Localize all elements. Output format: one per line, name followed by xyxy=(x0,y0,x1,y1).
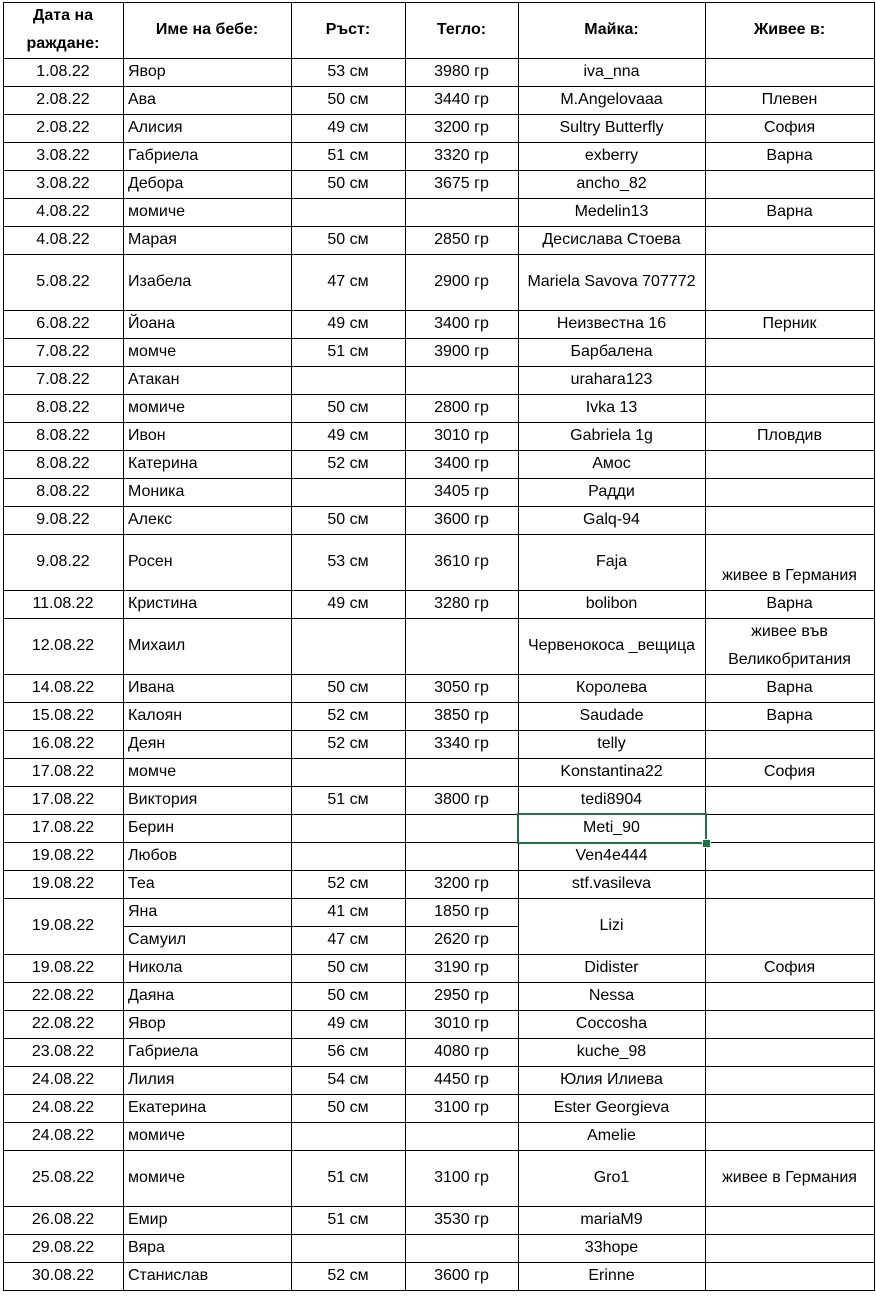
cell-height[interactable] xyxy=(291,758,405,786)
cell-weight[interactable]: 1850 гр xyxy=(434,903,489,920)
cell-birth-date[interactable]: 24.08.22 xyxy=(31,1071,95,1088)
cell-city[interactable] xyxy=(705,254,874,310)
cell-height[interactable]: 50 см xyxy=(327,399,369,416)
cell-birth-date[interactable]: 30.08.22 xyxy=(31,1267,95,1284)
cell-baby-name[interactable]: момче xyxy=(128,343,177,360)
cell-baby-name[interactable]: Самуил xyxy=(128,931,187,948)
cell-mother[interactable]: Червенокоса _вещица xyxy=(527,637,696,654)
cell-height[interactable]: 52 см xyxy=(327,707,369,724)
cell-mother[interactable]: Gro1 xyxy=(593,1169,630,1186)
cell-weight[interactable]: 3100 гр xyxy=(434,1169,489,1186)
grid-line xyxy=(874,2,875,1291)
cell-mother[interactable]: Faja xyxy=(595,553,628,570)
cell-height[interactable]: 52 см xyxy=(327,875,369,892)
cell-mother[interactable]: stf.vasileva xyxy=(571,875,652,892)
cell-baby-name[interactable]: Емир xyxy=(128,1211,168,1228)
cell-mother[interactable]: exberry xyxy=(584,147,639,164)
cell-weight[interactable]: 2800 гр xyxy=(434,399,489,416)
cell-height[interactable]: 47 см xyxy=(327,931,369,948)
cell-birth-date[interactable]: 22.08.22 xyxy=(31,1015,95,1032)
cell-city[interactable] xyxy=(705,814,874,842)
cell-city[interactable]: живее в Германия xyxy=(722,1169,857,1186)
cell-birth-date[interactable]: 4.08.22 xyxy=(36,203,90,220)
cell-city[interactable] xyxy=(705,170,874,198)
cell-birth-date[interactable]: 2.08.22 xyxy=(36,91,90,108)
cell-birth-date[interactable]: 24.08.22 xyxy=(31,1099,95,1116)
cell-city[interactable] xyxy=(705,478,874,506)
cell-city[interactable] xyxy=(705,730,874,758)
cell-city[interactable] xyxy=(705,870,874,898)
cell-weight[interactable]: 3400 гр xyxy=(434,455,489,472)
cell-baby-name[interactable]: Ивон xyxy=(128,427,166,444)
cell-birth-date[interactable]: 19.08.22 xyxy=(31,959,95,976)
cell-height[interactable]: 52 см xyxy=(327,455,369,472)
cell-height[interactable]: 50 см xyxy=(327,679,369,696)
cell-mother[interactable]: bolibon xyxy=(585,595,638,612)
cell-baby-name[interactable]: Явор xyxy=(128,1015,166,1032)
cell-baby-name[interactable]: Даяна xyxy=(128,987,175,1004)
cell-mother[interactable]: Ester Georgieva xyxy=(553,1099,670,1116)
cell-height[interactable]: 51 см xyxy=(327,343,369,360)
cell-birth-date[interactable]: 8.08.22 xyxy=(36,483,90,500)
cell-weight[interactable]: 2900 гр xyxy=(434,273,489,290)
cell-baby-name[interactable]: момиче xyxy=(128,203,186,220)
cell-baby-name[interactable]: момче xyxy=(128,763,177,780)
grid-line xyxy=(123,2,124,1291)
cell-height[interactable]: 54 см xyxy=(327,1071,369,1088)
cell-birth-date[interactable]: 15.08.22 xyxy=(31,707,95,724)
cell-height[interactable]: 51 см xyxy=(327,147,369,164)
cell-city[interactable] xyxy=(705,1122,874,1150)
cell-mother[interactable]: Амос xyxy=(592,455,631,472)
cell-birth-date[interactable]: 6.08.22 xyxy=(36,315,90,332)
cell-height[interactable]: 47 см xyxy=(327,273,369,290)
cell-mother[interactable]: Неизвестна 16 xyxy=(556,315,667,332)
cell-mother[interactable]: Юлия Илиева xyxy=(560,1071,663,1088)
fill-handle[interactable] xyxy=(702,839,711,848)
cell-height[interactable] xyxy=(291,478,405,506)
cell-birth-date[interactable]: 3.08.22 xyxy=(36,147,90,164)
cell-weight[interactable]: 4450 гр xyxy=(434,1071,489,1088)
cell-birth-date[interactable]: 17.08.22 xyxy=(31,791,95,808)
cell-birth-date[interactable]: 16.08.22 xyxy=(31,735,95,752)
cell-city[interactable] xyxy=(705,226,874,254)
cell-baby-name[interactable]: Габриела xyxy=(128,1043,199,1060)
cell-baby-name[interactable]: момиче xyxy=(128,1169,186,1186)
cell-mother[interactable]: Erinne xyxy=(588,1267,635,1284)
cell-birth-date[interactable]: 19.08.22 xyxy=(31,875,95,892)
cell-weight[interactable]: 3200 гр xyxy=(434,875,489,892)
cell-baby-name[interactable]: Алисия xyxy=(128,119,183,136)
cell-height[interactable]: 50 см xyxy=(327,175,369,192)
cell-birth-date[interactable]: 22.08.22 xyxy=(31,987,95,1004)
cell-weight[interactable]: 3100 гр xyxy=(434,1099,489,1116)
cell-weight[interactable]: 3440 гр xyxy=(434,91,489,108)
cell-baby-name[interactable]: Кристина xyxy=(128,595,198,612)
cell-city[interactable] xyxy=(705,58,874,86)
cell-height[interactable]: 49 см xyxy=(327,595,369,612)
cell-height[interactable]: 50 см xyxy=(327,231,369,248)
cell-weight[interactable]: 3400 гр xyxy=(434,315,489,332)
cell-weight[interactable]: 3340 гр xyxy=(434,735,489,752)
cell-height[interactable]: 41 см xyxy=(327,903,369,920)
cell-height[interactable]: 49 см xyxy=(327,119,369,136)
cell-city[interactable] xyxy=(705,842,874,870)
cell-weight[interactable]: 2950 гр xyxy=(434,987,489,1004)
cell-mother[interactable]: Medelin13 xyxy=(574,203,649,220)
cell-birth-date[interactable]: 4.08.22 xyxy=(36,231,90,248)
cell-weight[interactable] xyxy=(405,198,518,226)
cell-height[interactable]: 50 см xyxy=(327,91,369,108)
cell-weight[interactable] xyxy=(405,758,518,786)
cell-mother[interactable]: Amelie xyxy=(587,1127,636,1144)
cell-height[interactable] xyxy=(291,1234,405,1262)
cell-birth-date[interactable]: 24.08.22 xyxy=(31,1127,95,1144)
cell-city[interactable] xyxy=(705,982,874,1010)
cell-baby-name[interactable]: Изабела xyxy=(128,273,192,290)
cell-city[interactable]: Варна xyxy=(766,147,813,164)
cell-mother[interactable]: ancho_82 xyxy=(576,175,647,192)
cell-weight[interactable]: 2850 гр xyxy=(434,231,489,248)
cell-height[interactable] xyxy=(291,198,405,226)
cell-city[interactable]: Варна xyxy=(766,679,813,696)
cell-city[interactable] xyxy=(705,366,874,394)
header-weight[interactable]: Тегло: xyxy=(436,21,487,38)
cell-city[interactable]: София xyxy=(763,763,816,780)
cell-mother[interactable]: Ivka 13 xyxy=(585,399,638,416)
cell-city[interactable] xyxy=(705,1234,874,1262)
cell-birth-date[interactable]: 9.08.22 xyxy=(36,511,90,528)
cell-mother[interactable]: M.Angelovaaa xyxy=(560,91,663,108)
cell-weight[interactable]: 3600 гр xyxy=(434,1267,489,1284)
cell-baby-name[interactable]: Дебора xyxy=(128,175,184,192)
cell-baby-name[interactable]: Никола xyxy=(128,959,183,976)
cell-mother[interactable]: 33hope xyxy=(584,1239,639,1256)
cell-baby-name[interactable]: Лилия xyxy=(128,1071,175,1088)
cell-mother[interactable]: Gabriela 1g xyxy=(570,427,653,444)
cell-baby-name[interactable]: Виктория xyxy=(128,791,198,808)
cell-height[interactable]: 52 см xyxy=(327,735,369,752)
cell-city[interactable]: живее във Великобритания xyxy=(728,623,851,668)
cell-mother[interactable]: Galq-94 xyxy=(583,511,640,528)
cell-baby-name[interactable]: Явор xyxy=(128,63,166,80)
cell-weight[interactable]: 2620 гр xyxy=(434,931,489,948)
cell-birth-date[interactable]: 7.08.22 xyxy=(36,371,90,388)
cell-baby-name[interactable]: Катерина xyxy=(128,455,198,472)
cell-birth-date[interactable]: 19.08.22 xyxy=(31,917,95,934)
cell-city[interactable] xyxy=(705,898,874,954)
cell-height[interactable]: 50 см xyxy=(327,1099,369,1116)
cell-weight[interactable] xyxy=(405,814,518,842)
cell-birth-date[interactable]: 2.08.22 xyxy=(36,119,90,136)
cell-city[interactable]: Перник xyxy=(762,315,817,332)
cell-baby-name[interactable]: Марая xyxy=(128,231,177,248)
cell-weight[interactable]: 3200 гр xyxy=(434,119,489,136)
cell-weight[interactable] xyxy=(405,618,518,674)
cell-birth-date[interactable]: 5.08.22 xyxy=(36,273,90,290)
cell-weight[interactable]: 3320 гр xyxy=(434,147,489,164)
cell-mother[interactable]: Didister xyxy=(584,959,639,976)
cell-weight[interactable]: 3980 гр xyxy=(434,63,489,80)
cell-weight[interactable]: 3190 гр xyxy=(434,959,489,976)
cell-height[interactable]: 50 см xyxy=(327,511,369,528)
cell-city[interactable] xyxy=(705,1262,874,1290)
cell-birth-date[interactable]: 25.08.22 xyxy=(31,1169,95,1186)
cell-weight[interactable]: 3675 гр xyxy=(434,175,489,192)
cell-birth-date[interactable]: 3.08.22 xyxy=(36,175,90,192)
cell-mother[interactable]: Saudade xyxy=(579,707,644,724)
cell-birth-date[interactable]: 8.08.22 xyxy=(36,427,90,444)
cell-weight[interactable]: 3610 гр xyxy=(434,553,489,570)
cell-mother[interactable]: Konstantina22 xyxy=(560,763,663,780)
cell-weight[interactable]: 3900 гр xyxy=(434,343,489,360)
cell-birth-date[interactable]: 14.08.22 xyxy=(31,679,95,696)
cell-mother[interactable]: urahara123 xyxy=(570,371,653,388)
header-height[interactable]: Ръст: xyxy=(325,21,371,38)
cell-weight[interactable] xyxy=(405,1234,518,1262)
cell-baby-name[interactable]: Любов xyxy=(128,847,178,864)
cell-city[interactable] xyxy=(705,1206,874,1234)
grid-line xyxy=(291,2,292,1291)
grid-line xyxy=(518,2,519,1291)
cell-baby-name[interactable]: Екатерина xyxy=(128,1099,207,1116)
cell-height[interactable]: 49 см xyxy=(327,1015,369,1032)
header-birth-date[interactable]: Дата на раждане: xyxy=(26,7,100,52)
cell-city[interactable]: София xyxy=(763,119,816,136)
cell-mother[interactable]: tedi8904 xyxy=(580,791,643,808)
cell-birth-date[interactable]: 8.08.22 xyxy=(36,399,90,416)
cell-weight[interactable]: 3405 гр xyxy=(434,483,489,500)
cell-baby-name[interactable]: Калоян xyxy=(128,707,183,724)
cell-baby-name[interactable]: Росен xyxy=(128,553,173,570)
cell-weight[interactable]: 3800 гр xyxy=(434,791,489,808)
cell-mother[interactable]: Lizi xyxy=(599,917,624,934)
cell-city[interactable]: Варна xyxy=(766,707,813,724)
cell-height[interactable]: 51 см xyxy=(327,1169,369,1186)
cell-birth-date[interactable]: 11.08.22 xyxy=(32,595,94,612)
cell-mother[interactable]: Coccosha xyxy=(575,1015,648,1032)
cell-city[interactable] xyxy=(705,786,874,814)
cell-city[interactable]: Варна xyxy=(766,203,813,220)
grid-line xyxy=(3,2,875,3)
cell-weight[interactable] xyxy=(405,1122,518,1150)
cell-city[interactable] xyxy=(705,338,874,366)
cell-city[interactable] xyxy=(705,506,874,534)
cell-baby-name[interactable]: Ивана xyxy=(128,679,175,696)
cell-birth-date[interactable]: 9.08.22 xyxy=(36,553,90,570)
cell-mother[interactable]: mariaM9 xyxy=(580,1211,643,1228)
cell-height[interactable]: 51 см xyxy=(327,1211,369,1228)
cell-city[interactable] xyxy=(705,1066,874,1094)
cell-height[interactable]: 52 см xyxy=(327,1267,369,1284)
cell-mother[interactable]: telly xyxy=(597,735,626,752)
cell-height[interactable] xyxy=(291,1122,405,1150)
grid-line xyxy=(405,2,406,1291)
cell-city[interactable] xyxy=(705,1038,874,1066)
cell-birth-date[interactable]: 19.08.22 xyxy=(31,847,95,864)
cell-height[interactable]: 53 см xyxy=(327,553,369,570)
cell-baby-name[interactable]: момиче xyxy=(128,399,186,416)
cell-city[interactable]: живее в Германия xyxy=(722,567,857,584)
cell-mother[interactable]: Meti_90 xyxy=(583,819,640,836)
cell-height[interactable] xyxy=(291,618,405,674)
cell-birth-date[interactable]: 8.08.22 xyxy=(36,455,90,472)
cell-mother[interactable]: Nessa xyxy=(588,987,635,1004)
cell-weight[interactable]: 3280 гр xyxy=(434,595,489,612)
cell-weight[interactable]: 3850 гр xyxy=(434,707,489,724)
cell-baby-name[interactable]: Деян xyxy=(128,735,166,752)
cell-baby-name[interactable]: Михаил xyxy=(128,637,186,654)
cell-height[interactable]: 51 см xyxy=(327,791,369,808)
cell-height[interactable]: 53 см xyxy=(327,63,369,80)
header-city[interactable]: Живее в: xyxy=(753,21,826,38)
cell-mother[interactable]: Барбалена xyxy=(570,343,653,360)
cell-city[interactable] xyxy=(705,1094,874,1122)
cell-baby-name[interactable]: Ава xyxy=(128,91,156,108)
grid-line xyxy=(3,1290,875,1291)
cell-weight[interactable]: 3010 гр xyxy=(434,427,489,444)
grid-line xyxy=(123,926,519,927)
header-mother[interactable]: Майка: xyxy=(584,21,639,38)
cell-baby-name[interactable]: Йоана xyxy=(128,315,176,332)
cell-baby-name[interactable]: Моника xyxy=(128,483,185,500)
header-baby-name[interactable]: Име на бебе: xyxy=(155,21,259,38)
cell-mother[interactable]: Радди xyxy=(588,483,635,500)
cell-birth-date[interactable]: 29.08.22 xyxy=(31,1239,95,1256)
cell-mother[interactable]: kuche_98 xyxy=(576,1043,647,1060)
cell-baby-name[interactable]: Атакан xyxy=(128,371,180,388)
cell-weight[interactable]: 4080 гр xyxy=(434,1043,489,1060)
cell-city[interactable]: Плевен xyxy=(761,91,818,108)
cell-baby-name[interactable]: Берин xyxy=(128,819,175,836)
cell-birth-date[interactable]: 12.08.22 xyxy=(31,637,95,654)
cell-height[interactable] xyxy=(291,366,405,394)
cell-birth-date[interactable]: 17.08.22 xyxy=(31,819,95,836)
cell-mother[interactable]: Mariela Savova 707772 xyxy=(527,273,696,290)
cell-baby-name[interactable]: Габриела xyxy=(128,147,199,164)
cell-city[interactable]: Пловдив xyxy=(756,427,822,444)
grid-line xyxy=(3,2,4,1291)
cell-baby-name[interactable]: Яна xyxy=(128,903,158,920)
cell-mother[interactable]: iva_nna xyxy=(583,63,640,80)
cell-weight[interactable]: 3600 гр xyxy=(434,511,489,528)
cell-birth-date[interactable]: 17.08.22 xyxy=(31,763,95,780)
cell-birth-date[interactable]: 7.08.22 xyxy=(36,343,90,360)
cell-baby-name[interactable]: Алекс xyxy=(128,511,173,528)
cell-mother[interactable]: Ven4e444 xyxy=(575,847,648,864)
cell-height[interactable]: 50 см xyxy=(327,987,369,1004)
cell-weight[interactable]: 3050 гр xyxy=(434,679,489,696)
cell-city[interactable] xyxy=(705,450,874,478)
cell-baby-name[interactable]: Теа xyxy=(128,875,155,892)
cell-height[interactable]: 49 см xyxy=(327,427,369,444)
cell-weight[interactable]: 3530 гр xyxy=(434,1211,489,1228)
cell-birth-date[interactable]: 26.08.22 xyxy=(31,1211,95,1228)
cell-height[interactable]: 49 см xyxy=(327,315,369,332)
cell-weight[interactable] xyxy=(405,366,518,394)
cell-city[interactable] xyxy=(705,1010,874,1038)
cell-city[interactable]: Варна xyxy=(766,595,813,612)
cell-mother[interactable]: Королева xyxy=(575,679,648,696)
cell-mother[interactable]: Sultry Butterfly xyxy=(559,119,664,136)
cell-weight[interactable] xyxy=(405,842,518,870)
cell-baby-name[interactable]: Вяра xyxy=(128,1239,165,1256)
cell-height[interactable] xyxy=(291,814,405,842)
cell-city[interactable]: София xyxy=(763,959,816,976)
grid-line xyxy=(705,2,706,1291)
cell-weight[interactable]: 3010 гр xyxy=(434,1015,489,1032)
cell-height[interactable]: 50 см xyxy=(327,959,369,976)
cell-birth-date[interactable]: 23.08.22 xyxy=(31,1043,95,1060)
cell-mother[interactable]: Десислава Стоева xyxy=(542,231,681,248)
cell-baby-name[interactable]: Станислав xyxy=(128,1267,209,1284)
cell-city[interactable] xyxy=(705,394,874,422)
cell-baby-name[interactable]: момиче xyxy=(128,1127,186,1144)
cell-height[interactable] xyxy=(291,842,405,870)
cell-birth-date[interactable]: 1.08.22 xyxy=(36,63,90,80)
cell-height[interactable]: 56 см xyxy=(327,1043,369,1060)
